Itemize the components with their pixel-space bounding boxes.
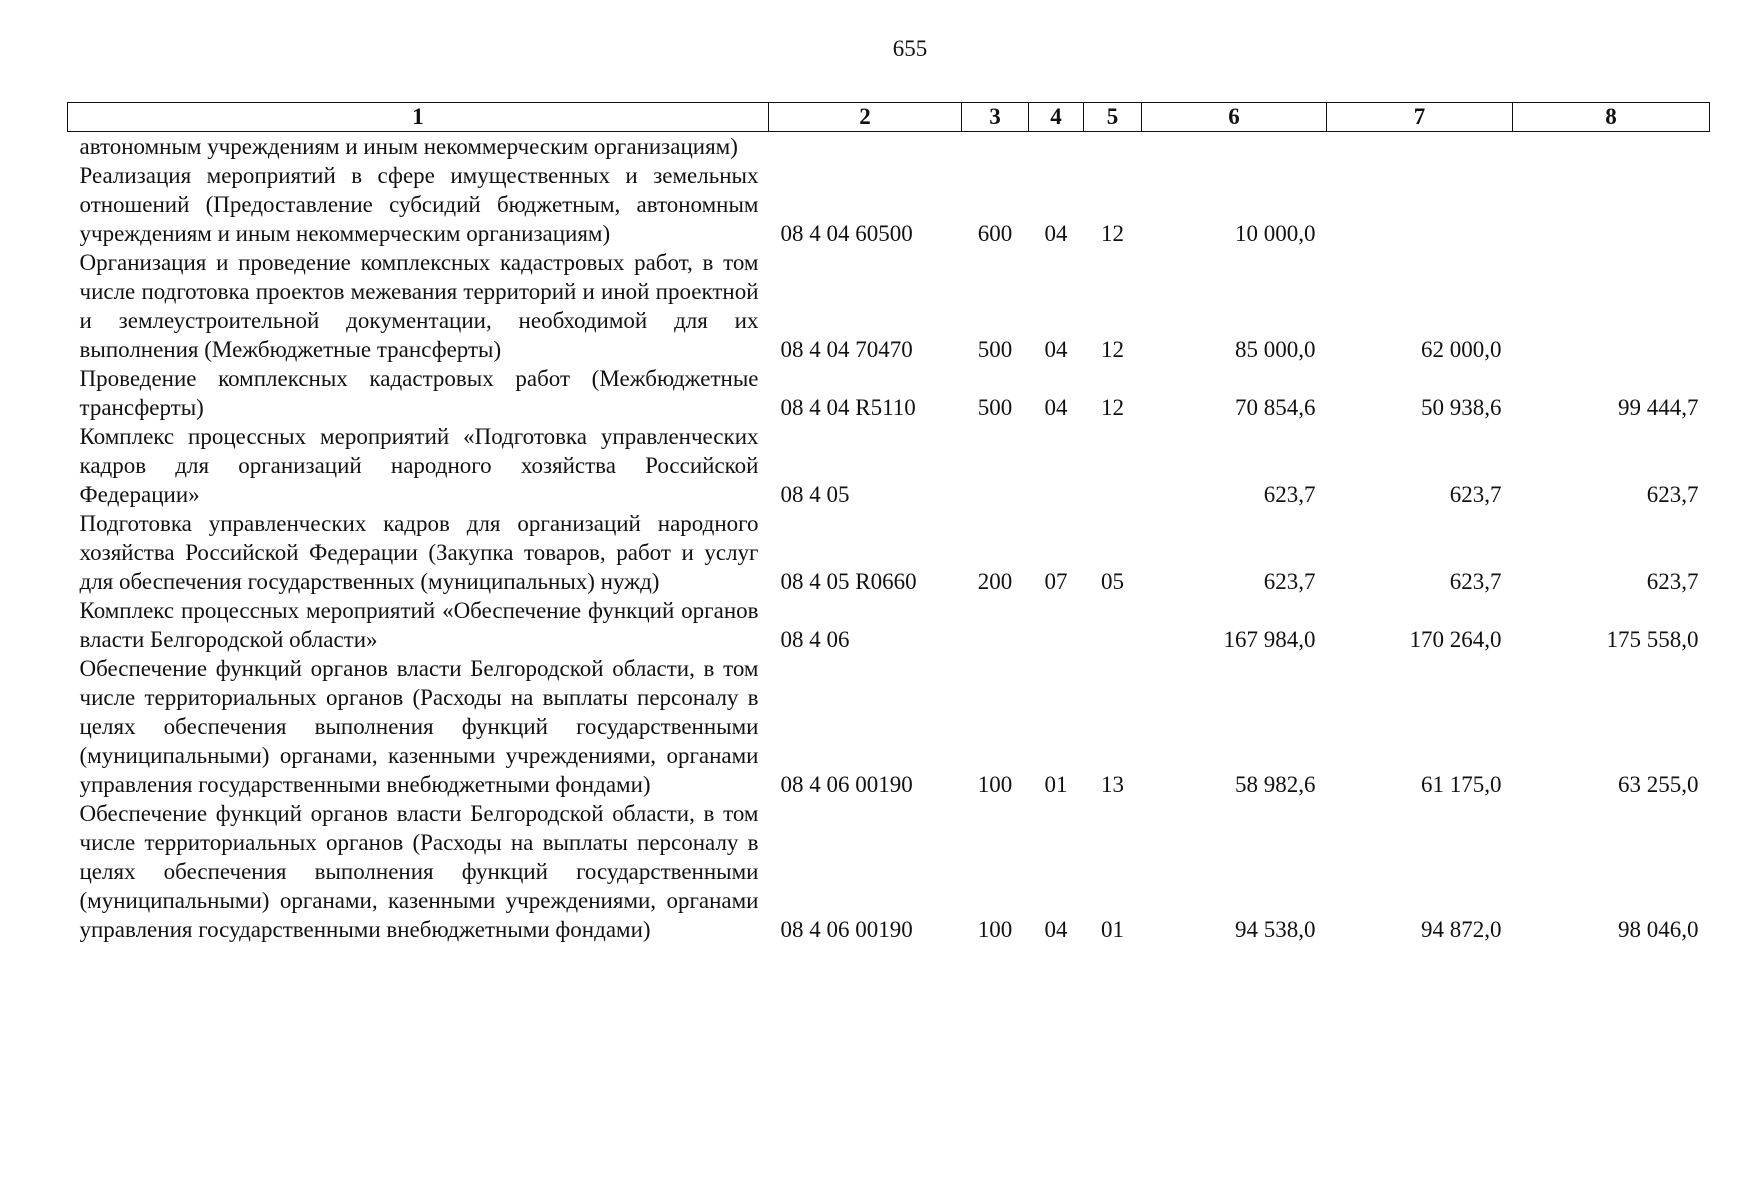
row-amount-year-3 — [1513, 161, 1710, 248]
budget-table — [67, 102, 1710, 944]
table-row — [68, 248, 1710, 364]
row-amount-year-2: 62 000,0 — [1421, 337, 1502, 362]
row-amount-year-3: 98 046,0 — [1618, 917, 1699, 942]
row-code: 08 4 05 — [780, 482, 850, 507]
column-header-8: 8 — [1513, 103, 1710, 132]
column-header-7: 7 — [1327, 103, 1513, 132]
row-name: Реализация мероприятий в сфере имущественных и земельных отношений (Предоставление субсидий бюджетным, автономным учреждениям и иным некоммерческим организациям) — [79, 163, 759, 246]
row-amount-year-1: 10 000,0 — [1235, 221, 1316, 246]
row-amount-year-2: 623,7 — [1449, 569, 1502, 594]
row-subsection: 13 — [1101, 772, 1124, 797]
row-amount-year-1: 167 984,0 — [1223, 627, 1316, 652]
row-expense-type: 100 — [977, 917, 1013, 942]
row-name: Организация и проведение комплексных кадастровых работ, в том числе подготовка проектов межевания территорий и иной проектной и землеустроительной документации, необходимой для их выполнения (Межбюджетные трансферты) — [79, 250, 759, 362]
row-amount-year-1: 58 982,6 — [1235, 772, 1316, 797]
row-subsection — [1084, 422, 1142, 509]
row-amount-year-2: 50 938,6 — [1421, 395, 1502, 420]
column-header-5: 5 — [1084, 103, 1142, 132]
table-row — [68, 799, 1710, 944]
row-amount-year-3: 175 558,0 — [1606, 627, 1699, 652]
row-amount-year-1: 70 854,6 — [1235, 395, 1316, 420]
row-amount-year-2: 170 264,0 — [1409, 627, 1502, 652]
column-header-6: 6 — [1142, 103, 1327, 132]
row-amount-year-2: 61 175,0 — [1421, 772, 1502, 797]
row-expense-type: 500 — [977, 337, 1013, 362]
row-name: Обеспечение функций органов власти Белгородской области, в том числе территориальных органов (Расходы на выплаты персоналу в целях обеспечения выполнения функций государственными (муниципальными) органами, казенными учреждениями, органами управления государственными внебюджетными фондами) — [79, 656, 759, 797]
row-section: 04 — [1044, 395, 1068, 420]
row-amount-year-2 — [1327, 132, 1513, 162]
row-section — [1029, 596, 1084, 654]
row-code: 08 4 04 R5110 — [780, 395, 916, 420]
table-body — [68, 132, 1710, 945]
row-section — [1029, 132, 1084, 162]
row-code: 08 4 06 — [780, 627, 850, 652]
row-amount-year-3 — [1513, 132, 1710, 162]
column-header-3: 3 — [962, 103, 1029, 132]
row-amount-year-3: 63 255,0 — [1618, 772, 1699, 797]
row-amount-year-1 — [1142, 132, 1327, 162]
row-expense-type — [962, 596, 1029, 654]
table-row — [68, 596, 1710, 654]
row-code: 08 4 04 70470 — [780, 337, 913, 362]
table-row — [68, 132, 1710, 162]
row-section: 01 — [1044, 772, 1068, 797]
row-amount-year-1: 623,7 — [1263, 569, 1316, 594]
row-subsection: 12 — [1101, 221, 1124, 246]
row-amount-year-3 — [1513, 248, 1710, 364]
row-section: 04 — [1044, 221, 1068, 246]
row-expense-type: 200 — [977, 569, 1013, 594]
column-header-1: 1 — [68, 103, 769, 132]
row-section: 04 — [1044, 917, 1068, 942]
row-code: 08 4 04 60500 — [780, 221, 913, 246]
row-expense-type — [962, 422, 1029, 509]
table-row — [68, 422, 1710, 509]
row-amount-year-3: 623,7 — [1646, 482, 1699, 507]
row-amount-year-3: 623,7 — [1646, 569, 1699, 594]
row-expense-type: 600 — [977, 221, 1013, 246]
row-expense-type: 100 — [977, 772, 1013, 797]
row-amount-year-2: 94 872,0 — [1421, 917, 1502, 942]
page-number: 655 — [892, 36, 928, 61]
row-name: Комплекс процессных мероприятий «Обеспечение функций органов власти Белгородской области» — [79, 598, 759, 652]
row-code: 08 4 05 R0660 — [780, 569, 917, 594]
row-section: 04 — [1044, 337, 1068, 362]
row-subsection: 12 — [1101, 337, 1124, 362]
table-header — [68, 103, 1710, 132]
table-row — [68, 654, 1710, 799]
table-row — [68, 364, 1710, 422]
row-section — [1029, 422, 1084, 509]
row-code: 08 4 06 00190 — [780, 917, 913, 942]
row-name: Подготовка управленческих кадров для организаций народного хозяйства Российской Федерации (Закупка товаров, работ и услуг для обеспечения государственных (муниципальных) нужд) — [79, 511, 759, 594]
row-amount-year-2 — [1327, 161, 1513, 248]
row-name: Обеспечение функций органов власти Белгородской области, в том числе территориальных органов (Расходы на выплаты персоналу в целях обеспечения выполнения функций государственными (муниципальными) органами, казенными учреждениями, органами управления государственными внебюджетными фондами) — [79, 801, 759, 942]
row-name: Проведение комплексных кадастровых работ (Межбюджетные трансферты) — [79, 366, 759, 420]
row-subsection: 05 — [1101, 569, 1124, 594]
row-code — [769, 132, 962, 162]
row-amount-year-1: 623,7 — [1263, 482, 1316, 507]
table-row — [68, 161, 1710, 248]
column-header-2: 2 — [769, 103, 962, 132]
row-subsection — [1084, 596, 1142, 654]
row-subsection: 12 — [1101, 395, 1124, 420]
row-name: Комплекс процессных мероприятий «Подготовка управленческих кадров для организаций народного хозяйства Российской Федерации» — [79, 424, 759, 507]
row-expense-type: 500 — [977, 395, 1013, 420]
row-amount-year-1: 94 538,0 — [1235, 917, 1316, 942]
row-amount-year-1: 85 000,0 — [1235, 337, 1316, 362]
row-code: 08 4 06 00190 — [780, 772, 913, 797]
column-header-4: 4 — [1029, 103, 1084, 132]
row-amount-year-2: 623,7 — [1449, 482, 1502, 507]
row-name: автономным учреждениям и иным некоммерческим организациям) — [79, 134, 738, 159]
row-amount-year-3: 99 444,7 — [1618, 395, 1699, 420]
row-expense-type — [962, 132, 1029, 162]
table-row — [68, 509, 1710, 596]
header-row — [68, 103, 1710, 132]
row-section: 07 — [1044, 569, 1068, 594]
row-subsection — [1084, 132, 1142, 162]
row-subsection: 01 — [1101, 917, 1124, 942]
